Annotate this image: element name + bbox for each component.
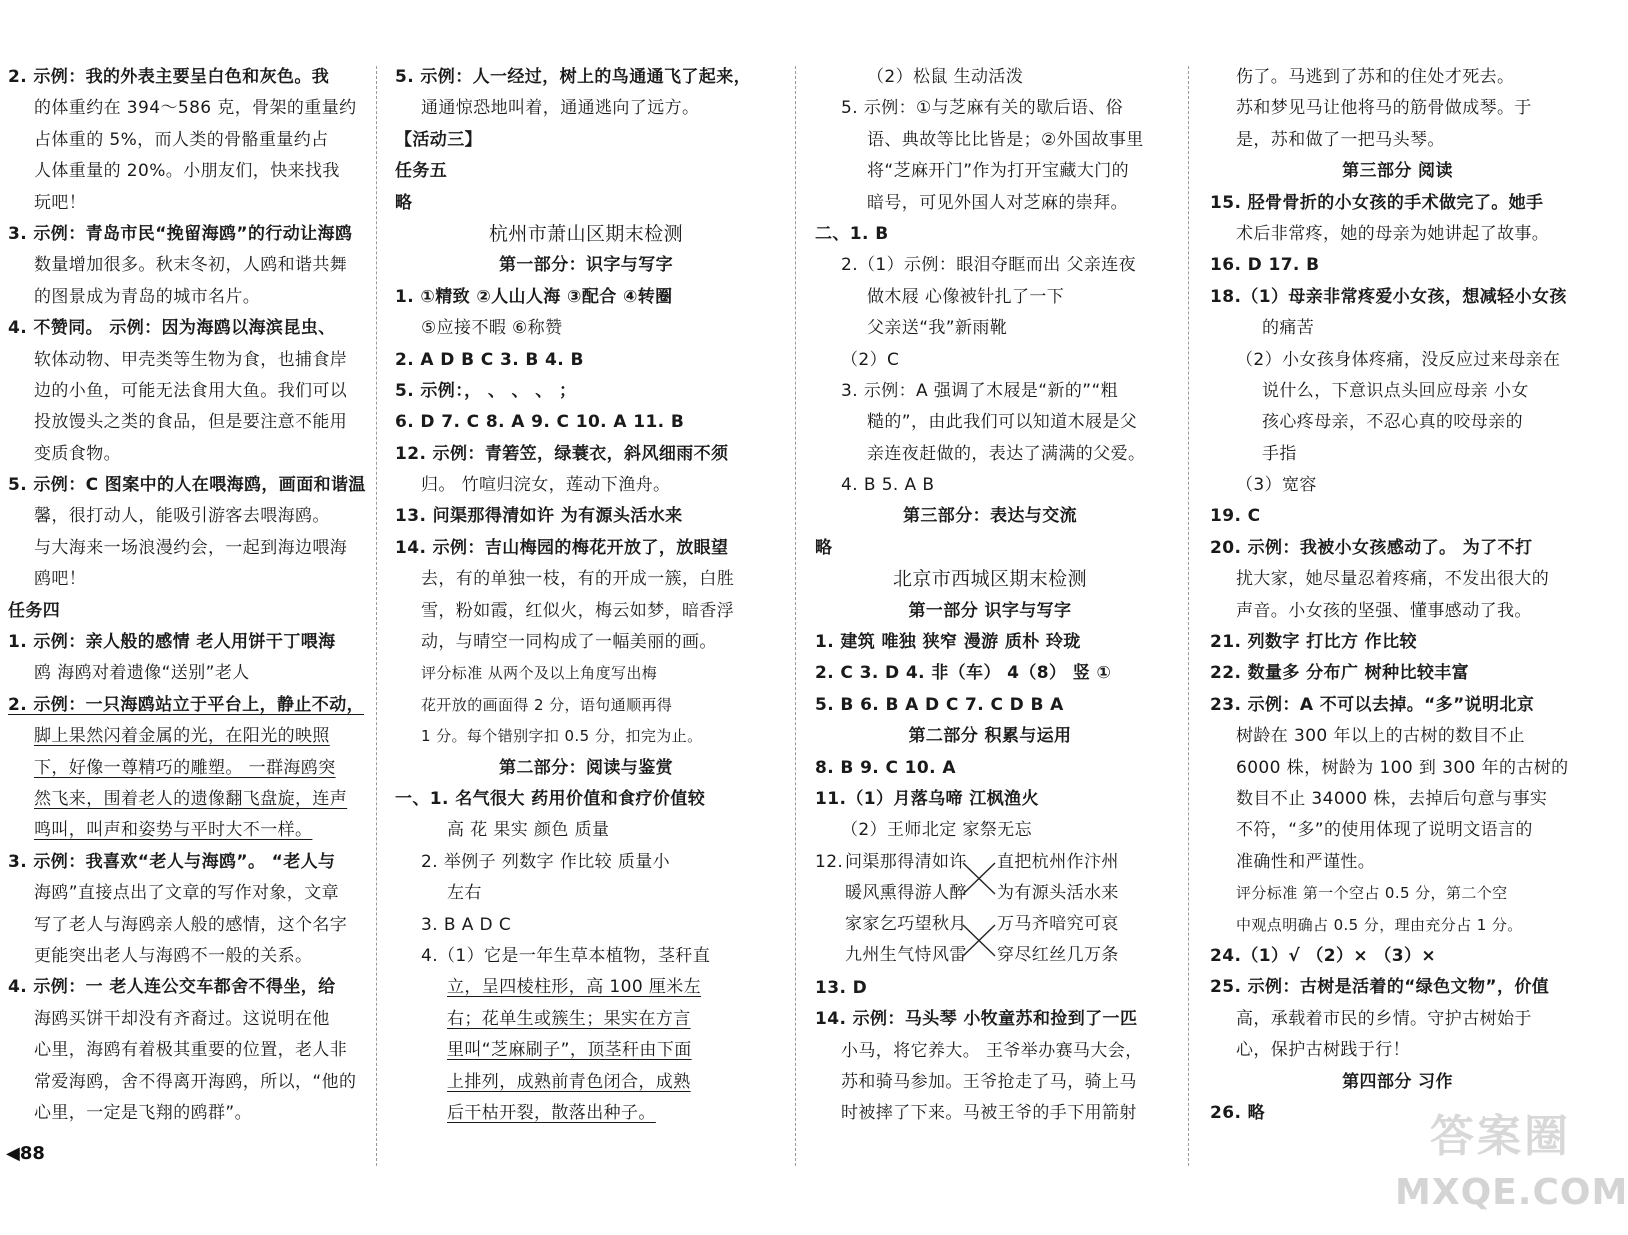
answer-line: 是，苏和做了一把马头琴。	[1236, 129, 1445, 150]
match-right-item: 穿尽红丝几万条	[997, 944, 1119, 965]
part-heading: 第一部分：识字与写字	[499, 255, 673, 276]
answer-line: （2）松鼠 生动活泼	[867, 67, 1024, 87]
part-heading: 第二部分：阅读与鉴赏	[499, 757, 673, 778]
answer-line: 的体重约在 394～586 克，骨架的重量约	[34, 98, 357, 119]
answer-line: 高，承载着市民的乡情。守护古树始于	[1236, 1008, 1532, 1029]
answer-line: 说什么，下意识点头回应母亲 小女	[1262, 380, 1529, 401]
question-line: 12. 示例：青箬笠，绿蓑衣，斜风细雨不须	[395, 443, 729, 464]
answer-line: 亲连夜赶做的，表达了满满的父爱。	[867, 443, 1146, 464]
answer-line: 馨，很打动人，能吸引游客去喂海鸥。	[34, 506, 330, 527]
question-line: 3. 示例：我喜欢“老人与海鸥”。 “老人与	[8, 851, 336, 872]
answer-line: 3. 示例：A 强调了木屐是“新的”“粗	[841, 380, 1119, 401]
section-label: 略	[395, 192, 413, 213]
page-number-text: 88	[19, 1143, 45, 1164]
question-line: 24.（1）√ （2）× （3）×	[1210, 945, 1437, 966]
question-line: 15. 胫骨骨折的小女孩的手术做完了。她手	[1210, 192, 1544, 213]
question-line: 1. ①精致 ②人山人海 ③配合 ④转圈	[395, 286, 673, 307]
question-line: 14. 示例：吉山梅园的梅花开放了，放眼望	[395, 537, 729, 558]
answer-line: 1 分。每个错别字扣 0.5 分，扣完为止。	[421, 727, 703, 746]
answer-line: 边的小鱼，可能无法食用大鱼。我们可以	[34, 380, 348, 401]
question-line: 3. 示例：青岛市民“挽留海鸥”的行动让海鸥	[8, 223, 353, 244]
answer-line: （2）C	[841, 349, 900, 370]
answer-line: 数量增加很多。秋末冬初，人鸥和谐共舞	[34, 255, 348, 276]
matching-exercise	[815, 847, 1165, 973]
answer-line: 5. 示例：①与芝麻有关的歇后语、俗	[841, 98, 1124, 119]
match-left-item: 家家乞巧望秋月	[845, 913, 967, 934]
question-line: 25. 示例：古树是活着的“绿色文物”，价值	[1210, 977, 1550, 998]
answer-line: 雪，粉如霞，红似火，梅云如梦，暗香浮	[421, 600, 735, 621]
answer-line: 心里，海鸥有着极其重要的位置，老人非	[34, 1040, 348, 1061]
answer-line: 声音。小女孩的坚强、懂事感动了我。	[1236, 600, 1532, 621]
page-number	[6, 1143, 45, 1164]
question-line: 2. 示例：一只海鸥站立于平台上，静止不动，	[8, 694, 365, 715]
question-line: 2. C 3. D 4. 非（车） 4（8） 竖 ①	[815, 663, 1112, 684]
question-line: 16. D 17. B	[1210, 255, 1320, 276]
question-line: 4. 不赞同。 示例：因为海鸥以海滨昆虫、	[8, 318, 336, 339]
section-label: 【活动三】	[395, 129, 482, 150]
answer-line: 的图景成为青岛的城市名片。	[34, 286, 261, 307]
answer-line: 更能突出老人与海鸥不一般的关系。	[34, 945, 313, 966]
answer-line: 父亲送“我”新雨靴	[867, 318, 1008, 339]
answer-line: 不符，“多”的使用体现了说明文语言的	[1236, 820, 1533, 841]
answer-line: 鸥吧！	[34, 569, 87, 590]
answer-line: 鸥 海鸥对着遗像“送别”老人	[34, 663, 250, 684]
answer-line: 立，呈四棱柱形，高 100 厘米左	[447, 977, 702, 998]
question-line: 5. B 6. B A D C 7. C D B A	[815, 694, 1064, 715]
answer-line: 左右	[447, 883, 482, 904]
answer-line: 去，有的单独一枝，有的开成一簇，白胜	[421, 569, 735, 590]
part-heading: 第三部分 阅读	[1342, 161, 1453, 182]
answer-line: 小马，将它养大。 王爷举办赛马大会，	[841, 1040, 1143, 1061]
part-heading: 第二部分 积累与运用	[908, 726, 1072, 747]
watermark-line1: 答案圈	[1430, 1111, 1571, 1162]
answer-line: 苏和梦见马让他将马的筋骨做成琴。于	[1236, 98, 1532, 119]
answer-line: 玩吧！	[34, 192, 87, 213]
answer-line: 术后非常疼，她的母亲为她讲起了故事。	[1236, 223, 1550, 244]
answer-line: 2. 举例子 列数字 作比较 质量小	[421, 851, 671, 872]
column-divider-2	[795, 66, 796, 1166]
section-label: 任务五	[395, 161, 448, 182]
answer-line: 海鸥买饼干却没有齐裔过。这说明在他	[34, 1008, 330, 1029]
answer-line: 将“芝麻开门”作为打开宝藏大门的	[867, 161, 1130, 182]
answer-line: 手指	[1262, 443, 1297, 464]
question-line: 23. 示例：A 不可以去掉。“多”说明北京	[1210, 694, 1535, 715]
question-line: 18.（1）母亲非常疼爱小女孩，想减轻小女孩	[1210, 286, 1567, 307]
question-line: 5. 示例：C 图案中的人在喂海鸥，画面和谐温	[8, 475, 366, 496]
match-right-item: 万马齐喑究可哀	[997, 913, 1119, 934]
question-line: 13. D	[815, 977, 868, 998]
answer-line: 通通惊恐地叫着，通通逃向了远方。	[421, 98, 700, 119]
question-line: 4. 示例：一 老人连公交车都舍不得坐，给	[8, 977, 336, 998]
answer-line: 评分标准 从两个及以上角度写出梅	[421, 664, 658, 683]
page-number-icon: ◀	[6, 1143, 20, 1164]
answer-line: 4. B 5. A B	[841, 475, 935, 496]
answer-column-2	[395, 62, 777, 1129]
watermark-logo	[1395, 1100, 1628, 1228]
question-line: 2. 示例：我的外表主要呈白色和灰色。我	[8, 67, 330, 87]
answer-line: 暗号，可见外国人对芝麻的崇拜。	[867, 192, 1128, 213]
answer-line: 后干枯开裂，散落出种子。	[447, 1102, 656, 1123]
answer-line: 人体重量的 20%。小朋友们，快来找我	[34, 161, 340, 182]
answer-line: 鸣叫，叫声和姿势与平时大不一样。	[34, 820, 313, 841]
question-line: 20. 示例：我被小女孩感动了。 为了不打	[1210, 537, 1533, 558]
question-line: 6. D 7. C 8. A 9. C 10. A 11. B	[395, 412, 685, 433]
answer-line: 4.（1）它是一年生草本植物，茎秆直	[421, 945, 711, 966]
answer-line: 语、典故等比比皆是；②外国故事里	[867, 129, 1144, 150]
answer-line: 右；花单生或簇生；果实在方言	[447, 1008, 691, 1029]
question-line: 19. C	[1210, 506, 1261, 527]
exam-title: 杭州市萧山区期末检测	[488, 222, 683, 245]
answer-line: 准确性和严谨性。	[1236, 851, 1376, 872]
question-line: 一、1. 名气很大 药用价值和食疗价值较	[395, 788, 706, 809]
question-line: 22. 数量多 分布广 树种比较丰富	[1210, 663, 1470, 684]
answer-line: 6000 株，树龄为 100 到 300 年的古树的	[1236, 757, 1569, 778]
answer-line: 归。 竹喧归浣女，莲动下渔舟。	[421, 475, 671, 496]
answer-line: 然飞来，围着老人的遗像翻飞盘旋，连声	[34, 788, 348, 809]
answer-column-1	[8, 62, 366, 1129]
answer-line: 下，好像一尊精巧的雕塑。 一群海鸥突	[34, 757, 336, 778]
question-line: 略	[815, 537, 833, 558]
answer-line: 孩心疼母亲，不忍心真的咬母亲的	[1262, 412, 1523, 433]
section-label: 任务四	[8, 600, 61, 621]
part-heading: 第四部分 习作	[1342, 1071, 1453, 1092]
column-divider-1	[376, 66, 377, 1166]
answer-line: 评分标准 第一个空占 0.5 分，第二个空	[1236, 884, 1508, 903]
answer-line: 树龄在 300 年以上的古树的数目不止	[1236, 726, 1525, 747]
question-line: 13. 问渠那得清如许 为有源头活水来	[395, 506, 683, 527]
answer-line: 3. B A D C	[421, 914, 512, 935]
part-heading: 第一部分 识字与写字	[908, 600, 1072, 621]
answer-line: （2）王师北定 家祭无忘	[841, 820, 1033, 841]
question-number: 12.	[815, 851, 844, 872]
question-line: 1. 建筑 唯独 狭窄 漫游 质朴 玲珑	[815, 632, 1081, 653]
match-left-item: 问渠那得清如许	[845, 851, 967, 872]
question-line: 8. B 9. C 10. A	[815, 757, 956, 778]
match-left-item: 暖风熏得游人醉	[845, 882, 967, 903]
answer-line: 脚上果然闪着金属的光，在阳光的映照	[34, 726, 330, 747]
answer-line: 做木屐 心像被针扎了一下	[867, 286, 1065, 307]
answer-column-4	[1210, 62, 1585, 1129]
match-left-item: 九州生气恃风雷	[845, 944, 967, 965]
watermark-line2: MXQE.COM	[1395, 1172, 1628, 1213]
answer-line: （2）小女孩身体疼痛，没反应过来母亲在	[1236, 349, 1561, 370]
match-right-item: 为有源头活水来	[997, 882, 1119, 903]
answer-line: 糙的”，由此我们可以知道木屐是父	[867, 412, 1138, 433]
exam-title: 北京市西城区期末检测	[892, 568, 1087, 591]
answer-line: 动，与晴空一同构成了一幅美丽的画。	[421, 632, 717, 653]
question-line: 5. 示例：， 、 、 、 ；	[395, 380, 577, 401]
question-line: 1. 示例：亲人般的感情 老人用饼干丁喂海	[8, 632, 336, 653]
question-line: 21. 列数字 打比方 作比较	[1210, 632, 1417, 653]
question-line: 26. 略	[1210, 1102, 1266, 1123]
answer-line: ⑤应接不暇 ⑥称赞	[421, 318, 563, 339]
answer-line: 时被摔了下来。马被王爷的手下用箭射	[841, 1103, 1137, 1124]
question-line: 二、1. B	[815, 223, 889, 244]
answer-line: 数目不止 34000 株，去掉后句意与事实	[1236, 788, 1548, 809]
question-line: 5. 示例：人一经过，树上的鸟通通飞了起来，	[395, 67, 752, 87]
answer-line: 软体动物、甲壳类等生物为食，也捕食岸	[34, 349, 348, 370]
answer-line: 扰大家，她尽量忍着疼痛，不发出很大的	[1236, 569, 1550, 590]
answer-line: 与大海来一场浪漫约会，一起到海边喂海	[34, 537, 348, 558]
answer-line: 伤了。马逃到了苏和的住处才死去。	[1236, 67, 1515, 87]
answer-line: 投放馒头之类的食品，但是要注意不能用	[34, 412, 348, 433]
question-line: 2. A D B C 3. B 4. B	[395, 349, 584, 370]
answer-line: 心，保护古树践于行！	[1236, 1040, 1410, 1061]
answer-line: 里叫“芝麻刷子”，顶茎秆由下面	[447, 1040, 692, 1061]
answer-line: （3）宽容	[1236, 475, 1317, 496]
matching-lines	[815, 847, 1015, 973]
answer-line: 高 花 果实 颜色 质量	[447, 820, 610, 841]
match-right-item: 直把杭州作汴州	[997, 851, 1119, 872]
answer-line: 2.（1）示例：眼泪夺眶而出 父亲连夜	[841, 255, 1137, 276]
answer-line: 常爱海鸥，舍不得离开海鸥，所以，“他的	[34, 1071, 357, 1092]
part-heading: 第三部分：表达与交流	[903, 506, 1077, 527]
answer-line: 苏和骑马参加。王爷抢走了马，骑上马	[841, 1071, 1137, 1092]
question-line: 11.（1）月落乌啼 江枫渔火	[815, 788, 1039, 809]
answer-line: 中观点明确占 0.5 分，理由充分占 1 分。	[1236, 915, 1523, 934]
answer-column-3	[815, 62, 1165, 1130]
answer-line: 变质食物。	[34, 443, 121, 464]
answer-line: 花开放的画面得 2 分，语句通顺再得	[421, 695, 673, 714]
answer-line: 心里，一定是飞翔的鸥群”。	[34, 1102, 253, 1123]
question-line: 14. 示例：马头琴 小牧童苏和捡到了一匹	[815, 1009, 1138, 1030]
answer-line: 海鸥”直接点出了文章的写作对象，文章	[34, 883, 340, 904]
answer-line: 占体重的 5%，而人类的骨骼重量约占	[34, 129, 329, 150]
column-divider-3	[1188, 66, 1189, 1166]
answer-line: 上排列，成熟前青色闭合，成熟	[447, 1071, 691, 1092]
answer-line: 写了老人与海鸥亲人般的感情，这个名字	[34, 914, 348, 935]
answer-line: 的痛苦	[1262, 318, 1315, 339]
